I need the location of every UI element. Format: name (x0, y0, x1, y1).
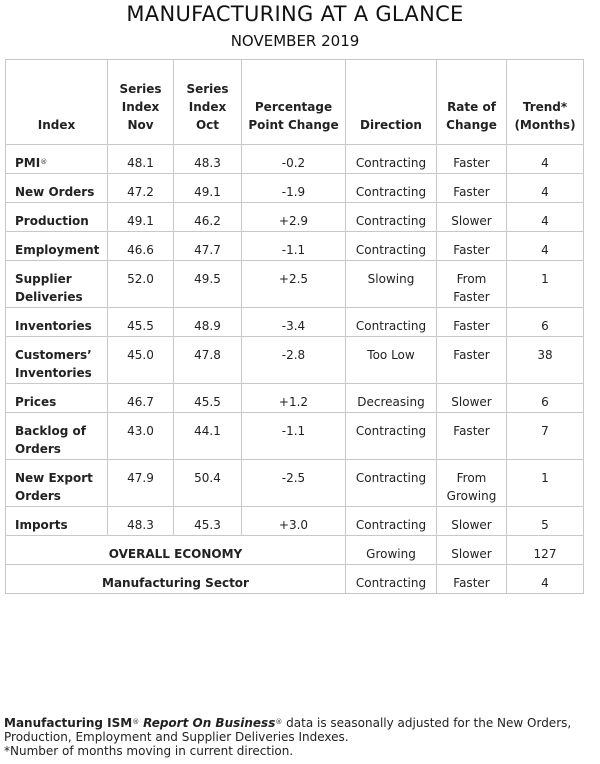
page-subtitle: NOVEMBER 2019 (230, 32, 360, 50)
cell-direction: Contracting (346, 413, 437, 460)
cell-index (6, 174, 108, 203)
header-oct: Series Index Oct (174, 60, 242, 145)
cell-nov: 48.1 (108, 145, 174, 174)
table-row (6, 232, 584, 261)
cell-nov: 52.0 (108, 261, 174, 308)
table-row (6, 261, 584, 308)
cell-change: -0.2 (242, 145, 346, 174)
cell-change: -1.9 (242, 174, 346, 203)
footnote-line-1-rest: data is seasonally adjusted for the New Orders, (282, 716, 572, 730)
footnote-report-name: Report On Business (143, 716, 276, 730)
registered-mark: ® (132, 718, 140, 726)
cell-direction: Contracting (346, 460, 437, 507)
table-row (6, 337, 584, 384)
cell-trend: 127 (507, 536, 584, 565)
footnote (4, 716, 596, 758)
cell-change: -1.1 (242, 232, 346, 261)
cell-nov: 49.1 (108, 203, 174, 232)
cell-direction: Contracting (346, 565, 437, 594)
table-row (6, 384, 584, 413)
cell-direction: Contracting (346, 308, 437, 337)
cell-rate: From Faster (437, 261, 507, 308)
cell-direction: Contracting (346, 203, 437, 232)
header-direction: Direction (346, 60, 437, 145)
cell-rate: Faster (437, 232, 507, 261)
cell-oct: 44.1 (174, 413, 242, 460)
table-body (6, 145, 584, 594)
cell-index (6, 460, 108, 507)
cell-trend: 4 (507, 565, 584, 594)
cell-trend: 6 (507, 384, 584, 413)
registered-mark: ® (40, 158, 48, 166)
cell-direction: Contracting (346, 174, 437, 203)
cell-index (6, 261, 108, 308)
cell-direction: Too Low (346, 337, 437, 384)
cell-trend: 4 (507, 145, 584, 174)
index-label: New Orders (15, 185, 95, 199)
index-label: Prices (15, 395, 57, 409)
cell-nov: 43.0 (108, 413, 174, 460)
page-title: MANUFACTURING AT A GLANCE (126, 2, 464, 26)
footnote-line-3: *Number of months moving in current direction. (4, 744, 294, 758)
cell-index (6, 507, 108, 536)
index-label: Production (15, 214, 89, 228)
cell-change: +3.0 (242, 507, 346, 536)
cell-oct: 47.7 (174, 232, 242, 261)
cell-nov: 46.7 (108, 384, 174, 413)
cell-rate: Faster (437, 174, 507, 203)
cell-oct: 45.5 (174, 384, 242, 413)
cell-rate: Slower (437, 507, 507, 536)
cell-change: -2.5 (242, 460, 346, 507)
index-label: PMI (15, 156, 41, 170)
cell-change: +2.5 (242, 261, 346, 308)
footnote-line-2: Production, Employment and Supplier Deliveries Indexes. (4, 730, 349, 744)
cell-rate: Faster (437, 413, 507, 460)
cell-trend: 7 (507, 413, 584, 460)
cell-change: -3.4 (242, 308, 346, 337)
cell-rate: Faster (437, 565, 507, 594)
cell-rate: Faster (437, 145, 507, 174)
cell-trend: 1 (507, 460, 584, 507)
header-change: Percentage Point Change (242, 60, 346, 145)
cell-nov: 47.9 (108, 460, 174, 507)
table-row (6, 203, 584, 232)
cell-direction: Contracting (346, 232, 437, 261)
cell-index (6, 337, 108, 384)
index-label: New Export Orders (15, 471, 93, 503)
index-label: Customers’ Inventories (15, 348, 92, 380)
cell-change: +1.2 (242, 384, 346, 413)
header-nov: Series Index Nov (108, 60, 174, 145)
cell-index (6, 384, 108, 413)
cell-index (6, 145, 108, 174)
cell-trend: 4 (507, 174, 584, 203)
cell-oct: 48.3 (174, 145, 242, 174)
cell-change: -2.8 (242, 337, 346, 384)
footnote-lead: Manufacturing ISM (4, 716, 133, 730)
cell-direction: Slowing (346, 261, 437, 308)
cell-trend: 4 (507, 203, 584, 232)
cell-trend: 4 (507, 232, 584, 261)
index-label: Employment (15, 243, 100, 257)
cell-oct: 49.5 (174, 261, 242, 308)
header-rate: Rate of Change (437, 60, 507, 145)
cell-rate: Slower (437, 384, 507, 413)
table-row (6, 174, 584, 203)
cell-index (6, 413, 108, 460)
table-row (6, 308, 584, 337)
table-row (6, 460, 584, 507)
glance-table (5, 59, 584, 594)
cell-direction: Growing (346, 536, 437, 565)
cell-rate: From Growing (437, 460, 507, 507)
cell-change: +2.9 (242, 203, 346, 232)
cell-oct: 50.4 (174, 460, 242, 507)
cell-trend: 1 (507, 261, 584, 308)
summary-label: Manufacturing Sector (6, 565, 346, 594)
index-label: Inventories (15, 319, 92, 333)
cell-trend: 38 (507, 337, 584, 384)
cell-oct: 47.8 (174, 337, 242, 384)
cell-rate: Faster (437, 337, 507, 384)
table-row (6, 507, 584, 536)
cell-rate: Slower (437, 203, 507, 232)
cell-oct: 48.9 (174, 308, 242, 337)
header-row (6, 60, 584, 145)
cell-nov: 47.2 (108, 174, 174, 203)
cell-direction: Contracting (346, 145, 437, 174)
cell-trend: 6 (507, 308, 584, 337)
cell-direction: Contracting (346, 507, 437, 536)
table-row (6, 413, 584, 460)
cell-oct: 45.3 (174, 507, 242, 536)
cell-rate: Slower (437, 536, 507, 565)
index-label: Backlog of Orders (15, 424, 86, 456)
header-trend: Trend* (Months) (507, 60, 584, 145)
cell-change: -1.1 (242, 413, 346, 460)
cell-nov: 45.0 (108, 337, 174, 384)
cell-index (6, 308, 108, 337)
cell-nov: 48.3 (108, 507, 174, 536)
cell-rate: Faster (437, 308, 507, 337)
index-label: Imports (15, 518, 68, 532)
summary-row (6, 536, 584, 565)
cell-index (6, 232, 108, 261)
summary-row (6, 565, 584, 594)
summary-label: OVERALL ECONOMY (6, 536, 346, 565)
cell-oct: 49.1 (174, 174, 242, 203)
cell-direction: Decreasing (346, 384, 437, 413)
table-row (6, 145, 584, 174)
index-label: Supplier Deliveries (15, 272, 83, 304)
cell-index (6, 203, 108, 232)
footnote-line-1 (4, 716, 596, 730)
cell-oct: 46.2 (174, 203, 242, 232)
registered-mark: ® (275, 718, 283, 726)
cell-nov: 45.5 (108, 308, 174, 337)
cell-nov: 46.6 (108, 232, 174, 261)
cell-trend: 5 (507, 507, 584, 536)
header-index: Index (6, 60, 108, 145)
